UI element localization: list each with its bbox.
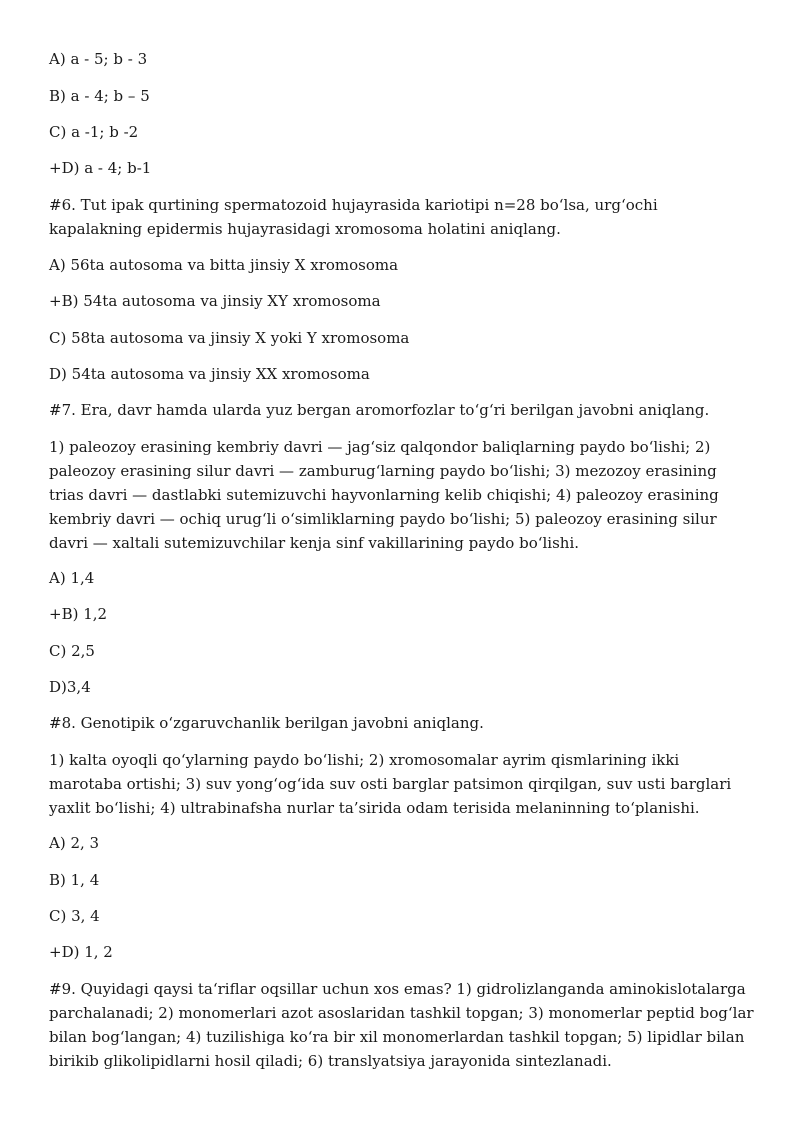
q6-option-b: +B) 54ta autosoma va jinsiy XY xromosoma <box>49 292 381 310</box>
q5-option-d: +D) a - 4; b-1 <box>49 159 152 177</box>
q6-option-c: C) 58ta autosoma va jinsiy X yoki Y xromosoma <box>49 329 410 347</box>
q6-question: #6. Tut ipak qurtining spermatozoid hujayrasida kariotipi n=28 bo‘lsa, urg‘ochi kapalakning epidermis hujayrasidagi xromosoma holatini aniqlang. <box>49 196 658 238</box>
q6-option-d: D) 54ta autosoma va jinsiy XX xromosoma <box>49 365 370 383</box>
q8-statements: 1) kalta oyoqli qo‘ylarning paydo bo‘lishi; 2) xromosomalar ayrim qismlarining ikki marotaba ortishi; 3) suv yong‘og‘ida suv osti barglar patsimon qirqilgan, suv usti barglari yaxlit bo‘lishi; 4) ultrabinafsha nurlar ta’sirida odam terisida melaninning to‘planishi. <box>49 751 732 817</box>
q8-option-a: A) 2, 3 <box>49 834 100 852</box>
q5-option-a: A) a - 5; b - 3 <box>49 50 148 68</box>
q7-question: #7. Era, davr hamda ularda yuz bergan aromorfozlar to‘g‘ri berilgan javobni aniqlang. <box>49 401 710 419</box>
q7-option-c: C) 2,5 <box>49 642 95 660</box>
q8-option-c: C) 3, 4 <box>49 907 100 925</box>
q9-question: #9. Quyidagi qaysi ta‘riflar oqsillar uchun xos emas? 1) gidrolizlanganda aminokislotalarga parchalanadi; 2) monomerlari azot asoslaridan tashkil topgan; 3) monomerlar peptid bog‘lar bilan bog‘langan; 4) tuzilishiga ko‘ra bir xil monomerlardan tashkil topgan; 5) lipidlar bilan birikib glikolipidlarni hosil qiladi; 6) translyatsiya jarayonida sintezlanadi. <box>49 980 754 1070</box>
q7-option-d: D)3,4 <box>49 678 91 696</box>
q7-option-a: A) 1,4 <box>49 569 95 587</box>
q5-option-b: B) a - 4; b – 5 <box>49 87 150 105</box>
q8-question: #8. Genotipik o‘zgaruvchanlik berilgan javobni aniqlang. <box>49 714 484 732</box>
q5-option-c: C) a -1; b -2 <box>49 123 139 141</box>
q8-option-d: +D) 1, 2 <box>49 943 113 961</box>
q6-option-a: A) 56ta autosoma va bitta jinsiy X xromosoma <box>49 256 399 274</box>
q8-option-b: B) 1, 4 <box>49 871 100 889</box>
q7-option-b: +B) 1,2 <box>49 605 108 623</box>
q7-statements: 1) paleozoy erasining kembriy davri — jag‘siz qalqondor baliqlarning paydo bo‘lishi; 2) paleozoy erasining silur davri — zamburug‘larning paydo bo‘lishi; 3) mezozoy erasining trias davri — dastlabki sutemizuvchi hayvonlarning kelib chiqishi; 4) paleozoy erasining kembriy davri — ochiq urug‘li o‘simliklarning paydo bo‘lishi; 5) paleozoy erasining silur davri — xaltali sutemizuvchilar kenja sinf vakillarining paydo bo‘lishi. <box>49 438 719 552</box>
